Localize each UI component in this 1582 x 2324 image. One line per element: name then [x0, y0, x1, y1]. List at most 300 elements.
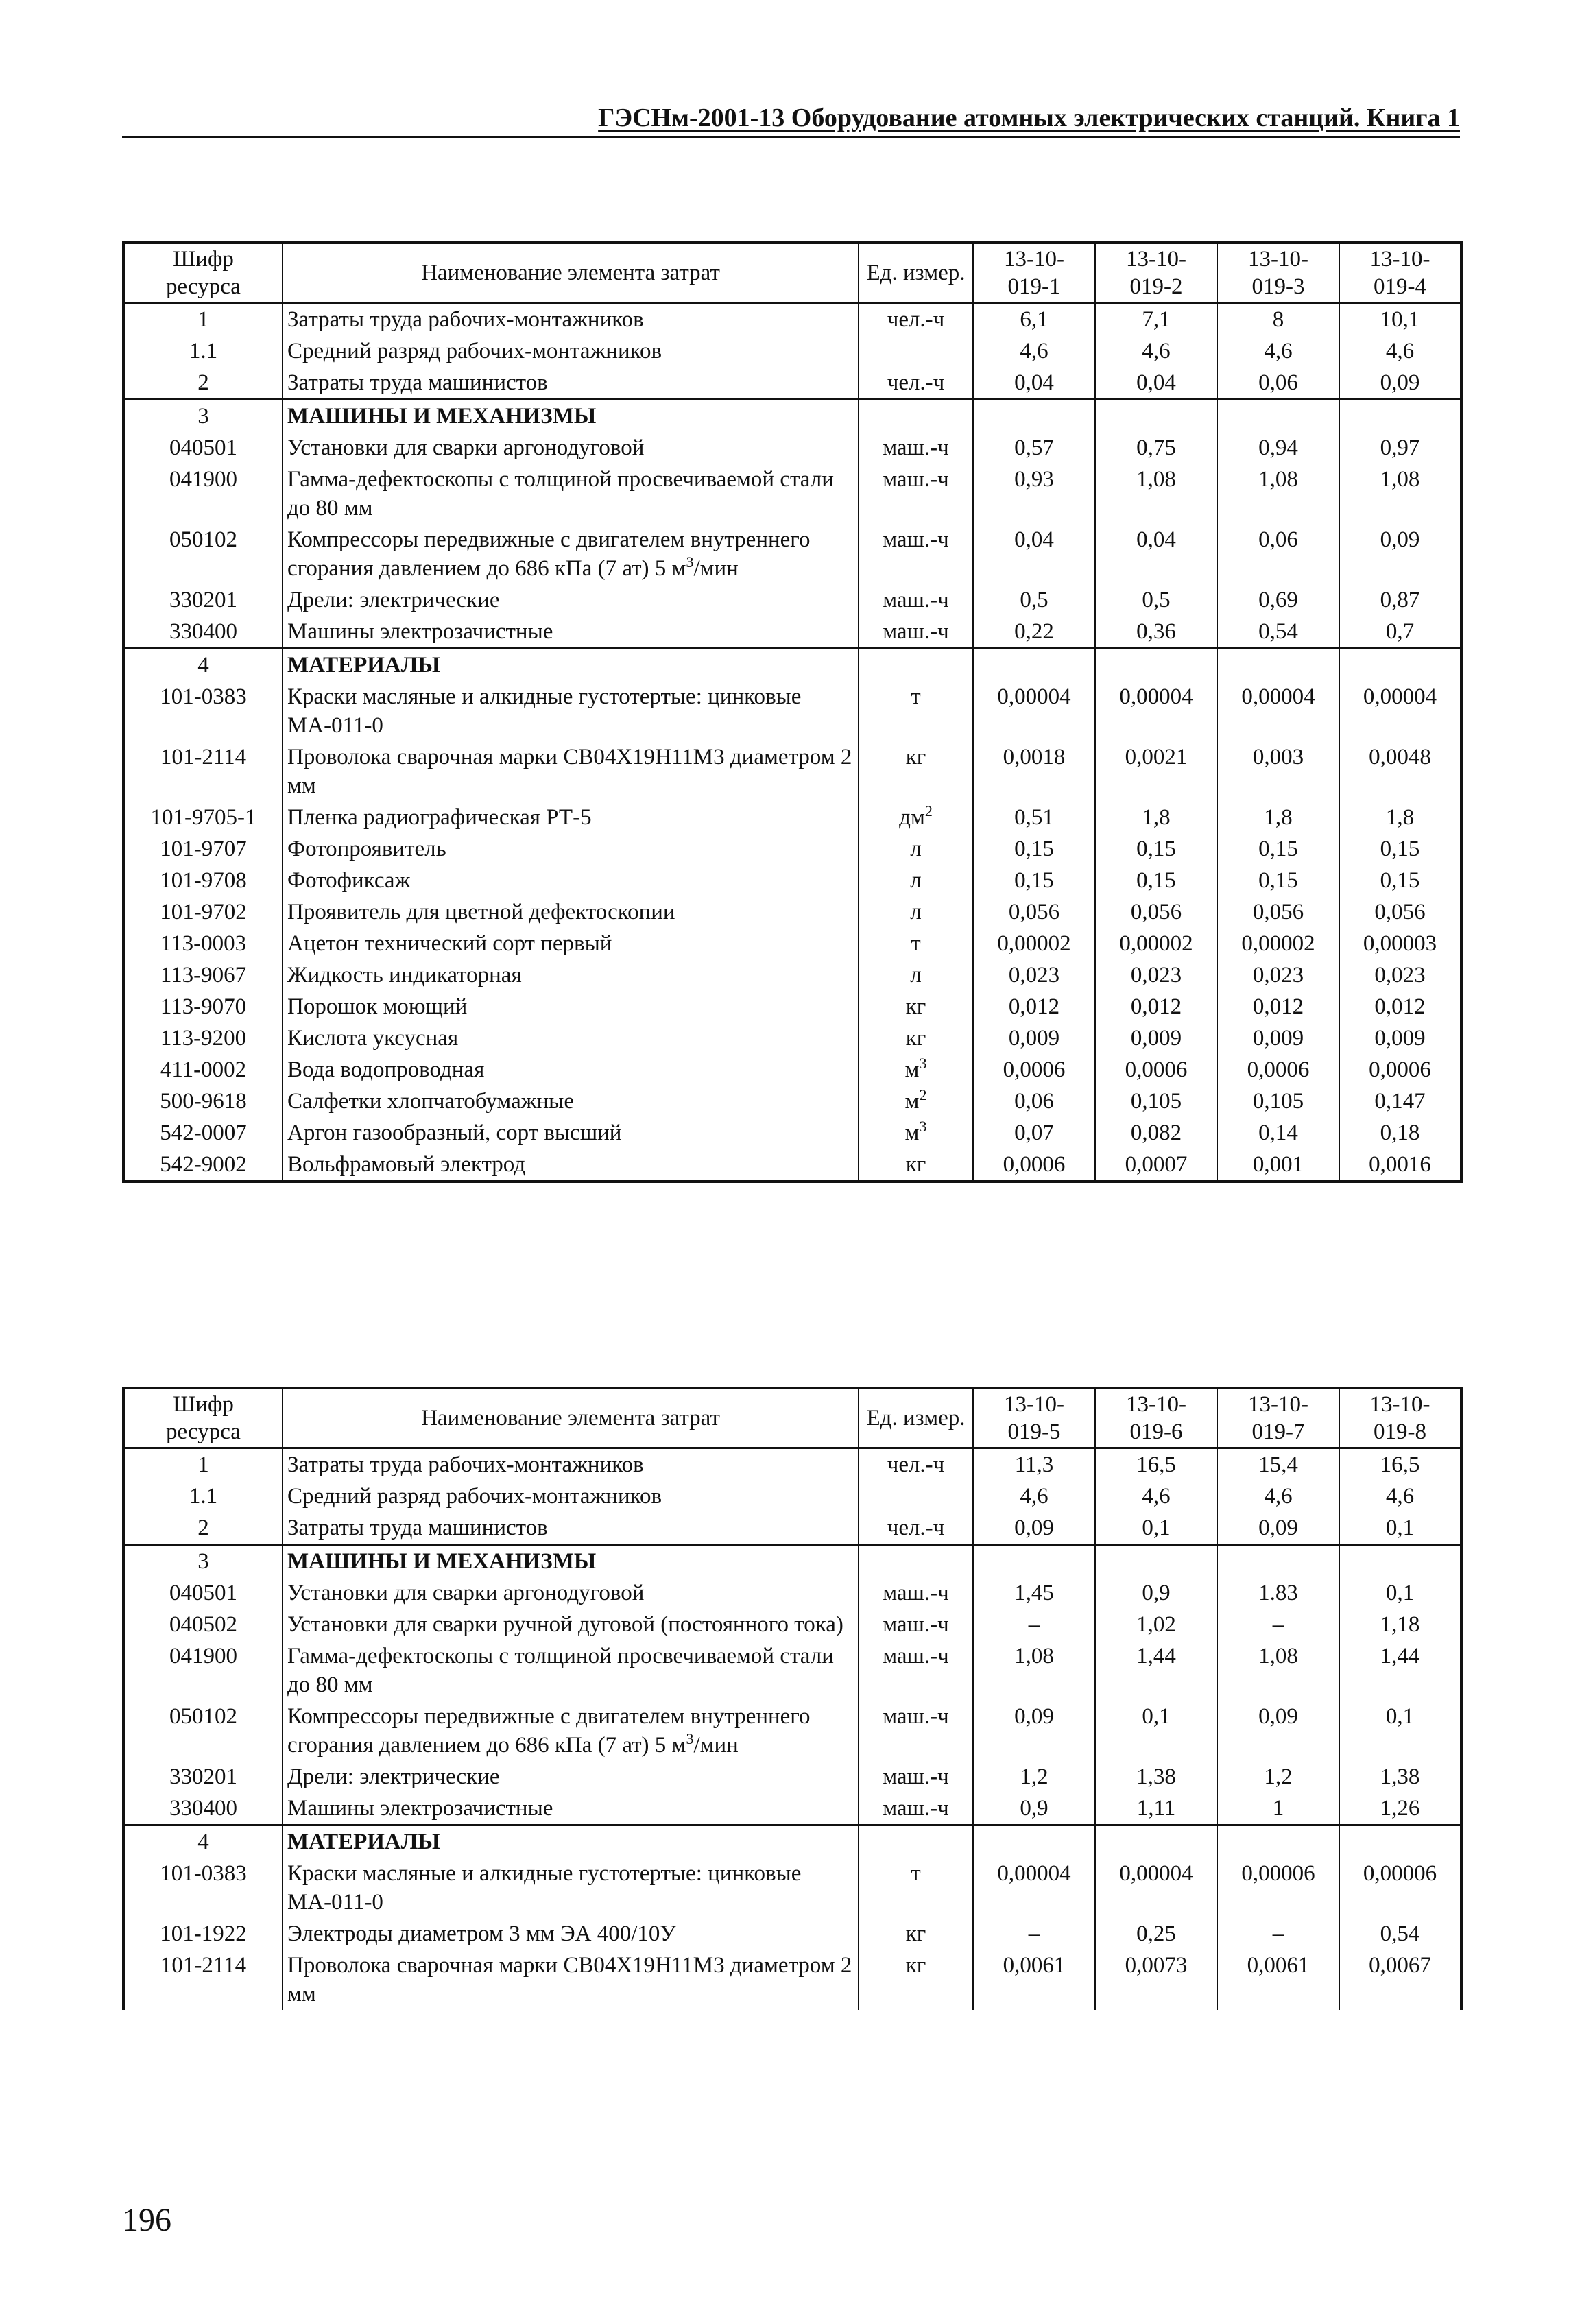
resource-code: 041900: [123, 1640, 283, 1701]
resource-name: Затраты труда рабочих-монтажников: [283, 1448, 859, 1481]
resource-name: Салфетки хлопчатобумажные: [283, 1086, 859, 1117]
section-row: [123, 400, 1461, 433]
value-cell: 1,08: [973, 1640, 1095, 1701]
value-cell: 0,0006: [1095, 1054, 1217, 1086]
table-row: [123, 303, 1461, 336]
value-cell: 0,69: [1217, 584, 1339, 616]
resource-code: 113-0003: [123, 928, 283, 959]
resource-name: Установки для сварки ручной дуговой (постоянного тока): [283, 1609, 859, 1640]
value-cell: 16,5: [1095, 1448, 1217, 1481]
value-cell: 0,15: [1217, 865, 1339, 896]
table-row: [123, 928, 1461, 959]
table-row: [123, 1448, 1461, 1481]
unit-cell: [859, 1825, 973, 1858]
unit-cell: [859, 335, 973, 367]
resource-name: Проволока сварочная марки СВ04Х19Н11М3 диаметром 2 мм: [283, 1950, 859, 2010]
unit-cell: кг: [859, 1950, 973, 2010]
value-cell: 0,0016: [1339, 1149, 1461, 1182]
value-cell: 0,1: [1095, 1512, 1217, 1545]
resource-code: 3: [123, 1545, 283, 1578]
value-cell: 0,9: [973, 1793, 1095, 1825]
value-cell: 0,001: [1217, 1149, 1339, 1182]
unit-cell: маш.-ч: [859, 1701, 973, 1761]
table-row: [123, 616, 1461, 649]
resource-name: Жидкость индикаторная: [283, 959, 859, 991]
resource-name: Краски масляные и алкидные густотертые: цинковые МА-011-0: [283, 1858, 859, 1918]
value-cell: 0,00006: [1217, 1858, 1339, 1918]
table-row: [123, 865, 1461, 896]
value-cell: 0,15: [1095, 865, 1217, 896]
value-cell: 0,00002: [973, 928, 1095, 959]
resource-code: 040501: [123, 432, 283, 464]
resource-name: Порошок моющий: [283, 991, 859, 1022]
name-column-header: Наименование элемента затрат: [283, 243, 859, 303]
value-cell: 0,04: [1095, 524, 1217, 584]
resource-code: 101-9705-1: [123, 802, 283, 833]
section-row: [123, 1545, 1461, 1578]
unit-cell: маш.-ч: [859, 616, 973, 649]
resource-code: 040501: [123, 1577, 283, 1609]
table-row: [123, 1701, 1461, 1761]
resource-code: 330201: [123, 1761, 283, 1793]
value-cell: 4,6: [973, 1481, 1095, 1512]
page-number: 196: [122, 2202, 171, 2238]
table-header-row: [123, 243, 1461, 303]
table-row: [123, 1640, 1461, 1701]
resource-code: 1.1: [123, 335, 283, 367]
value-cell: 0,57: [973, 432, 1095, 464]
value-cell: 0,0061: [973, 1950, 1095, 2010]
value-cell: 0,009: [1217, 1022, 1339, 1054]
value-cell: 0,012: [1339, 991, 1461, 1022]
value-cell: 0,056: [1217, 896, 1339, 928]
unit-cell: [859, 1545, 973, 1578]
table-row: [123, 335, 1461, 367]
resource-name: МАШИНЫ И МЕХАНИЗМЫ: [283, 1545, 859, 1578]
value-cell: 1: [1217, 1793, 1339, 1825]
value-cell: 0,0021: [1095, 741, 1217, 802]
norm-column-header: 13-10- 019-8: [1339, 1388, 1461, 1448]
value-cell: 0,003: [1217, 741, 1339, 802]
unit-cell: $м^3$: [859, 1054, 973, 1086]
value-cell: 0,00002: [1095, 928, 1217, 959]
resource-code: 330400: [123, 616, 283, 649]
resource-name: МАТЕРИАЛЫ: [283, 649, 859, 682]
value-cell: 0,1: [1339, 1701, 1461, 1761]
table-row: [123, 1793, 1461, 1825]
value-cell: 0,012: [1217, 991, 1339, 1022]
value-cell: 0,023: [973, 959, 1095, 991]
value-cell: 0,00006: [1339, 1858, 1461, 1918]
resource-code: 050102: [123, 524, 283, 584]
unit-column-header: Ед. измер.: [859, 243, 973, 303]
table-row: [123, 1950, 1461, 2010]
table-row: [123, 464, 1461, 524]
value-cell: 10,1: [1339, 303, 1461, 336]
resource-name: Машины электрозачистные: [283, 1793, 859, 1825]
value-cell: 4,6: [1339, 1481, 1461, 1512]
value-cell: 0,00004: [1217, 681, 1339, 741]
norm-column-header: 13-10- 019-1: [973, 243, 1095, 303]
value-cell: 0,147: [1339, 1086, 1461, 1117]
code-column-header: Шифр ресурса: [123, 243, 283, 303]
value-cell: 0,06: [1217, 367, 1339, 400]
value-cell: 0,18: [1339, 1117, 1461, 1149]
unit-cell: маш.-ч: [859, 464, 973, 524]
resource-name: Гамма-дефектоскопы с толщиной просвечиваемой стали до 80 мм: [283, 1640, 859, 1701]
resource-code: 101-0383: [123, 1858, 283, 1918]
value-cell: 0,09: [1339, 524, 1461, 584]
value-cell: 0,09: [1339, 367, 1461, 400]
norm-column-header: 13-10- 019-7: [1217, 1388, 1339, 1448]
value-cell: 1,8: [1339, 802, 1461, 833]
table-row: [123, 524, 1461, 584]
value-cell: 0,09: [973, 1512, 1095, 1545]
name-column-header: Наименование элемента затрат: [283, 1388, 859, 1448]
unit-cell: л: [859, 959, 973, 991]
resource-name: Кислота уксусная: [283, 1022, 859, 1054]
value-cell: 0,00004: [1095, 1858, 1217, 1918]
table-row: [123, 1054, 1461, 1086]
value-cell: 0,00003: [1339, 928, 1461, 959]
resource-name: Установки для сварки аргонодуговой: [283, 1577, 859, 1609]
table-row: [123, 1918, 1461, 1950]
table-row: [123, 833, 1461, 865]
value-cell: 0,056: [1095, 896, 1217, 928]
value-cell: 0,06: [1217, 524, 1339, 584]
value-cell: 0,5: [1095, 584, 1217, 616]
value-cell: –: [1217, 1918, 1339, 1950]
resource-code: 113-9070: [123, 991, 283, 1022]
value-cell: 0,00004: [973, 1858, 1095, 1918]
value-cell: 0,0018: [973, 741, 1095, 802]
value-cell: 0,9: [1095, 1577, 1217, 1609]
table-body: [123, 1448, 1461, 2011]
value-cell: [973, 1825, 1095, 1858]
table-row: [123, 432, 1461, 464]
value-cell: 1,08: [1095, 464, 1217, 524]
table-row: [123, 367, 1461, 400]
value-cell: 0,0048: [1339, 741, 1461, 802]
value-cell: –: [1217, 1609, 1339, 1640]
value-cell: 0,15: [973, 833, 1095, 865]
unit-cell: маш.-ч: [859, 524, 973, 584]
unit-column-header: Ед. измер.: [859, 1388, 973, 1448]
table-row: [123, 896, 1461, 928]
unit-cell: кг: [859, 1918, 973, 1950]
unit-cell: [859, 1481, 973, 1512]
value-cell: 0,06: [973, 1086, 1095, 1117]
resource-code: 113-9200: [123, 1022, 283, 1054]
value-cell: 6,1: [973, 303, 1095, 336]
value-cell: 0,105: [1095, 1086, 1217, 1117]
resource-name: Ацетон технический сорт первый: [283, 928, 859, 959]
resource-name: Средний разряд рабочих-монтажников: [283, 1481, 859, 1512]
resource-table-2: [122, 1387, 1463, 2010]
table-row: [123, 1149, 1461, 1182]
resource-name: Средний разряд рабочих-монтажников: [283, 335, 859, 367]
table-header-row: [123, 1388, 1461, 1448]
resource-code: 101-2114: [123, 1950, 283, 2010]
resource-code: 041900: [123, 464, 283, 524]
value-cell: 4,6: [1339, 335, 1461, 367]
value-cell: 0,1: [1339, 1512, 1461, 1545]
unit-cell: т: [859, 928, 973, 959]
resource-name: Машины электрозачистные: [283, 616, 859, 649]
value-cell: [1095, 1545, 1217, 1578]
unit-cell: т: [859, 681, 973, 741]
value-cell: –: [973, 1918, 1095, 1950]
value-cell: [1217, 1545, 1339, 1578]
value-cell: 0,023: [1095, 959, 1217, 991]
unit-cell: маш.-ч: [859, 1577, 973, 1609]
value-cell: 0,1: [1339, 1577, 1461, 1609]
value-cell: 0,0073: [1095, 1950, 1217, 2010]
table-row: [123, 741, 1461, 802]
resource-code: 101-9702: [123, 896, 283, 928]
value-cell: 1.83: [1217, 1577, 1339, 1609]
unit-cell: чел.-ч: [859, 367, 973, 400]
value-cell: 0,54: [1217, 616, 1339, 649]
norm-column-header: 13-10- 019-6: [1095, 1388, 1217, 1448]
norm-column-header: 13-10- 019-4: [1339, 243, 1461, 303]
table-body: [123, 303, 1461, 1182]
value-cell: 15,4: [1217, 1448, 1339, 1481]
value-cell: 0,94: [1217, 432, 1339, 464]
value-cell: 1,44: [1095, 1640, 1217, 1701]
table-row: [123, 1858, 1461, 1918]
value-cell: 0,36: [1095, 616, 1217, 649]
table-row: [123, 1512, 1461, 1545]
value-cell: 0,056: [1339, 896, 1461, 928]
resource-name: Проволока сварочная марки СВ04Х19Н11М3 диаметром 2 мм: [283, 741, 859, 802]
unit-cell: кг: [859, 741, 973, 802]
value-cell: 0,54: [1339, 1918, 1461, 1950]
value-cell: 0,7: [1339, 616, 1461, 649]
value-cell: 1,08: [1217, 1640, 1339, 1701]
resource-code: 040502: [123, 1609, 283, 1640]
value-cell: [1217, 649, 1339, 682]
resource-code: 101-9708: [123, 865, 283, 896]
code-column-header: Шифр ресурса: [123, 1388, 283, 1448]
value-cell: 1,02: [1095, 1609, 1217, 1640]
resource-code: 101-2114: [123, 741, 283, 802]
norm-column-header: 13-10- 019-5: [973, 1388, 1095, 1448]
value-cell: 1,08: [1217, 464, 1339, 524]
resource-code: 542-9002: [123, 1149, 283, 1182]
unit-cell: маш.-ч: [859, 584, 973, 616]
value-cell: 1,08: [1339, 464, 1461, 524]
value-cell: 4,6: [973, 335, 1095, 367]
page-header: ГЭСНм-2001-13 Оборудование атомных электрических станций. Книга 1: [122, 103, 1460, 138]
value-cell: 0,51: [973, 802, 1095, 833]
resource-code: 101-1922: [123, 1918, 283, 1950]
resource-name: Затраты труда машинистов: [283, 367, 859, 400]
unit-cell: т: [859, 1858, 973, 1918]
value-cell: 0,009: [1095, 1022, 1217, 1054]
unit-cell: маш.-ч: [859, 1640, 973, 1701]
resource-code: 1: [123, 1448, 283, 1481]
value-cell: 0,97: [1339, 432, 1461, 464]
value-cell: 16,5: [1339, 1448, 1461, 1481]
value-cell: 0,023: [1339, 959, 1461, 991]
resource-code: 2: [123, 367, 283, 400]
unit-cell: маш.-ч: [859, 432, 973, 464]
resource-name: Компрессоры передвижные с двигателем внутреннего сгорания давлением до 686 кПа (7 ат) 5 $м^3$/мин: [283, 524, 859, 584]
unit-cell: чел.-ч: [859, 303, 973, 336]
value-cell: 0,15: [973, 865, 1095, 896]
unit-cell: л: [859, 833, 973, 865]
value-cell: 0,0006: [973, 1149, 1095, 1182]
resource-code: 3: [123, 400, 283, 433]
value-cell: 0,0006: [1339, 1054, 1461, 1086]
resource-name: Гамма-дефектоскопы с толщиной просвечиваемой стали до 80 мм: [283, 464, 859, 524]
value-cell: 0,25: [1095, 1918, 1217, 1950]
value-cell: 0,14: [1217, 1117, 1339, 1149]
resource-name: Затраты труда машинистов: [283, 1512, 859, 1545]
value-cell: –: [973, 1609, 1095, 1640]
value-cell: [1217, 1825, 1339, 1858]
value-cell: 0,87: [1339, 584, 1461, 616]
value-cell: 0,22: [973, 616, 1095, 649]
unit-cell: [859, 649, 973, 682]
resource-name: Аргон газообразный, сорт высший: [283, 1117, 859, 1149]
value-cell: 0,00002: [1217, 928, 1339, 959]
table-row: [123, 959, 1461, 991]
resource-name: Фотопроявитель: [283, 833, 859, 865]
table-row: [123, 1117, 1461, 1149]
resource-code: 113-9067: [123, 959, 283, 991]
value-cell: 0,0067: [1339, 1950, 1461, 2010]
value-cell: 1,38: [1095, 1761, 1217, 1793]
value-cell: 0,082: [1095, 1117, 1217, 1149]
resource-name: Дрели: электрические: [283, 584, 859, 616]
value-cell: 0,15: [1339, 865, 1461, 896]
resource-code: 101-9707: [123, 833, 283, 865]
section-row: [123, 1825, 1461, 1858]
value-cell: 0,105: [1217, 1086, 1339, 1117]
value-cell: [1217, 400, 1339, 433]
unit-cell: л: [859, 896, 973, 928]
value-cell: 4,6: [1095, 335, 1217, 367]
resource-name: Дрели: электрические: [283, 1761, 859, 1793]
value-cell: [1339, 400, 1461, 433]
value-cell: 4,6: [1217, 1481, 1339, 1512]
value-cell: 1,38: [1339, 1761, 1461, 1793]
value-cell: 0,056: [973, 896, 1095, 928]
value-cell: 0,012: [973, 991, 1095, 1022]
resource-name: МАТЕРИАЛЫ: [283, 1825, 859, 1858]
value-cell: 0,00004: [1339, 681, 1461, 741]
table-row: [123, 1086, 1461, 1117]
unit-cell: $м^3$: [859, 1117, 973, 1149]
value-cell: 0,93: [973, 464, 1095, 524]
resource-code: 500-9618: [123, 1086, 283, 1117]
resource-code: 2: [123, 1512, 283, 1545]
section-row: [123, 649, 1461, 682]
unit-cell: чел.-ч: [859, 1512, 973, 1545]
value-cell: 0,04: [973, 524, 1095, 584]
value-cell: 1,45: [973, 1577, 1095, 1609]
resource-code: 1.1: [123, 1481, 283, 1512]
resource-name: МАШИНЫ И МЕХАНИЗМЫ: [283, 400, 859, 433]
value-cell: [973, 1545, 1095, 1578]
table-row: [123, 1577, 1461, 1609]
resource-name: Пленка радиографическая РТ-5: [283, 802, 859, 833]
value-cell: 0,009: [1339, 1022, 1461, 1054]
value-cell: 0,15: [1095, 833, 1217, 865]
table-row: [123, 991, 1461, 1022]
value-cell: 1,2: [973, 1761, 1095, 1793]
value-cell: 0,15: [1217, 833, 1339, 865]
value-cell: [1095, 649, 1217, 682]
resource-code: 050102: [123, 1701, 283, 1761]
value-cell: [1095, 1825, 1217, 1858]
resource-name: Электроды диаметром 3 мм ЭА 400/10У: [283, 1918, 859, 1950]
unit-cell: маш.-ч: [859, 1793, 973, 1825]
value-cell: [973, 649, 1095, 682]
norm-column-header: 13-10- 019-3: [1217, 243, 1339, 303]
value-cell: 0,1: [1095, 1701, 1217, 1761]
value-cell: 0,0061: [1217, 1950, 1339, 2010]
table-row: [123, 1481, 1461, 1512]
unit-cell: $м^2$: [859, 1086, 973, 1117]
value-cell: 0,00004: [973, 681, 1095, 741]
value-cell: 0,04: [973, 367, 1095, 400]
value-cell: 0,04: [1095, 367, 1217, 400]
value-cell: 4,6: [1217, 335, 1339, 367]
table-row: [123, 681, 1461, 741]
value-cell: 0,09: [1217, 1512, 1339, 1545]
resource-name: Затраты труда рабочих-монтажников: [283, 303, 859, 336]
value-cell: 1,26: [1339, 1793, 1461, 1825]
value-cell: 0,0006: [973, 1054, 1095, 1086]
table-row: [123, 1609, 1461, 1640]
resource-name: Компрессоры передвижные с двигателем внутреннего сгорания давлением до 686 кПа (7 ат) 5 $м^3$/мин: [283, 1701, 859, 1761]
resource-code: 1: [123, 303, 283, 336]
value-cell: 1,18: [1339, 1609, 1461, 1640]
resource-code: 101-0383: [123, 681, 283, 741]
value-cell: 8: [1217, 303, 1339, 336]
resource-code: 330201: [123, 584, 283, 616]
unit-cell: $дм^2$: [859, 802, 973, 833]
resource-name: Краски масляные и алкидные густотертые: цинковые МА-011-0: [283, 681, 859, 741]
resource-name: Вода водопроводная: [283, 1054, 859, 1086]
value-cell: 7,1: [1095, 303, 1217, 336]
value-cell: [1339, 1825, 1461, 1858]
resource-name: Фотофиксаж: [283, 865, 859, 896]
value-cell: 0,00004: [1095, 681, 1217, 741]
unit-cell: маш.-ч: [859, 1609, 973, 1640]
value-cell: 1,8: [1095, 802, 1217, 833]
value-cell: 0,0006: [1217, 1054, 1339, 1086]
value-cell: 0,023: [1217, 959, 1339, 991]
unit-cell: маш.-ч: [859, 1761, 973, 1793]
value-cell: 0,09: [1217, 1701, 1339, 1761]
unit-cell: кг: [859, 1149, 973, 1182]
table-row: [123, 1761, 1461, 1793]
resource-name: Установки для сварки аргонодуговой: [283, 432, 859, 464]
unit-cell: кг: [859, 991, 973, 1022]
resource-table-1: [122, 241, 1463, 1183]
norm-column-header: 13-10- 019-2: [1095, 243, 1217, 303]
value-cell: 0,009: [973, 1022, 1095, 1054]
value-cell: 1,2: [1217, 1761, 1339, 1793]
value-cell: [1095, 400, 1217, 433]
value-cell: 0,09: [973, 1701, 1095, 1761]
value-cell: 0,5: [973, 584, 1095, 616]
value-cell: 0,75: [1095, 432, 1217, 464]
